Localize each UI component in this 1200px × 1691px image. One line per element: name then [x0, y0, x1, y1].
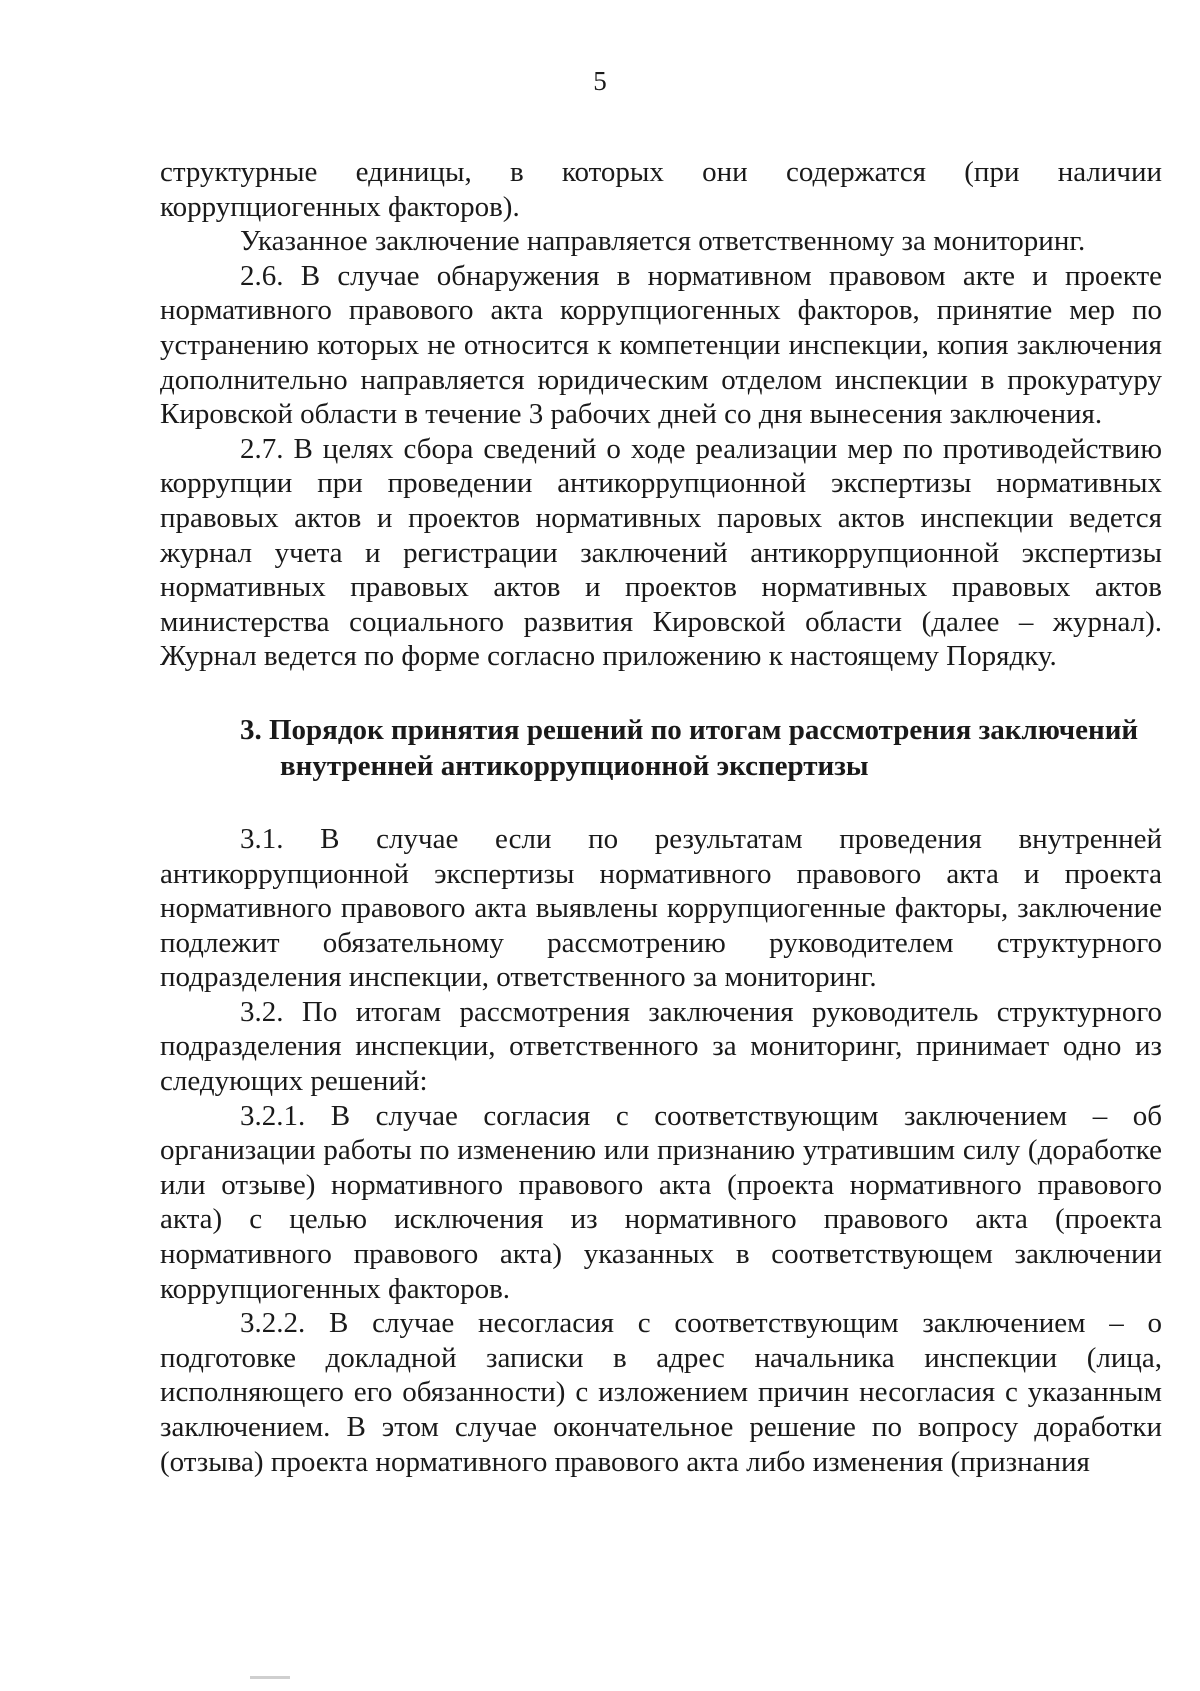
paragraph-conclusion-sent: Указанное заключение направляется ответственному за мониторинг. — [240, 225, 1086, 258]
paragraph-3-2-2: 3.2.2. В случае несогласия с соответствующим заключением – о подготовке докладной записки в адрес начальника инспекции (лица, исполняющего его обязанности) с изложением причин несогласия с указанным заключением. В этом случае окончательное решение по вопросу доработки (отзыва) проекта нормативного правового акта либо изменения (признания — [160, 1307, 1162, 1478]
document-body — [160, 155, 1162, 1479]
paragraph-2-7: 2.7. В целях сбора сведений о ходе реализации мер по противодействию коррупции при проведении антикоррупционной экспертизы нормативных правовых актов и проектов нормативных паровых актов инспекции ведется журнал учета и регистрации заключений антикоррупционной экспертизы нормативных правовых актов и проектов нормативных правовых актов министерства социального развития Кировской области (далее – журнал). Журнал ведется по форме согласно приложению к настоящему Порядку. — [160, 432, 1162, 673]
paragraph-2-6: 2.6. В случае обнаружения в нормативном правовом акте и проекте нормативного правового акта коррупциогенных факторов, принятие мер по устранению которых не относится к компетенции инспекции, копия заключения дополнительно направляется юридическим отделом инспекции в прокуратуру Кировской области в течение 3 рабочих дней со дня вынесения заключения. — [160, 259, 1162, 431]
section-3-heading-line2: внутренней антикоррупционной экспертизы — [280, 749, 869, 782]
paragraph-continuation: структурные единицы, в которых они содержатся (при наличии коррупциогенных факторов). — [160, 156, 1162, 223]
paragraph-3-1: 3.1. В случае если по результатам проведения внутренней антикоррупционной экспертизы нормативного правового акта и проекта нормативного правового акта выявлены коррупциогенные факторы, заключение подлежит обязательному рассмотрению руководителем структурного подразделения инспекции, ответственного за мониторинг. — [160, 822, 1162, 994]
page-number: 5 — [593, 66, 607, 96]
paragraph-3-2-1: 3.2.1. В случае согласия с соответствующим заключением – об организации работы по изменению или признанию утратившим силу (доработке или отзыве) нормативного правового акта (проекта нормативного правового акта) с целью исключения из нормативного правового акта (проекта нормативного правового акта) указанных в соответствующем заключении коррупциогенных факторов. — [160, 1099, 1162, 1305]
scan-artifact — [250, 1676, 290, 1679]
section-3-heading — [160, 712, 1162, 784]
paragraph-3-2: 3.2. По итогам рассмотрения заключения руководитель структурного подразделения инспекции, ответственного за мониторинг, принимает одно из следующих решений: — [160, 995, 1162, 1098]
section-3-heading-line1: 3. Порядок принятия решений по итогам рассмотрения заключений — [240, 713, 1139, 746]
